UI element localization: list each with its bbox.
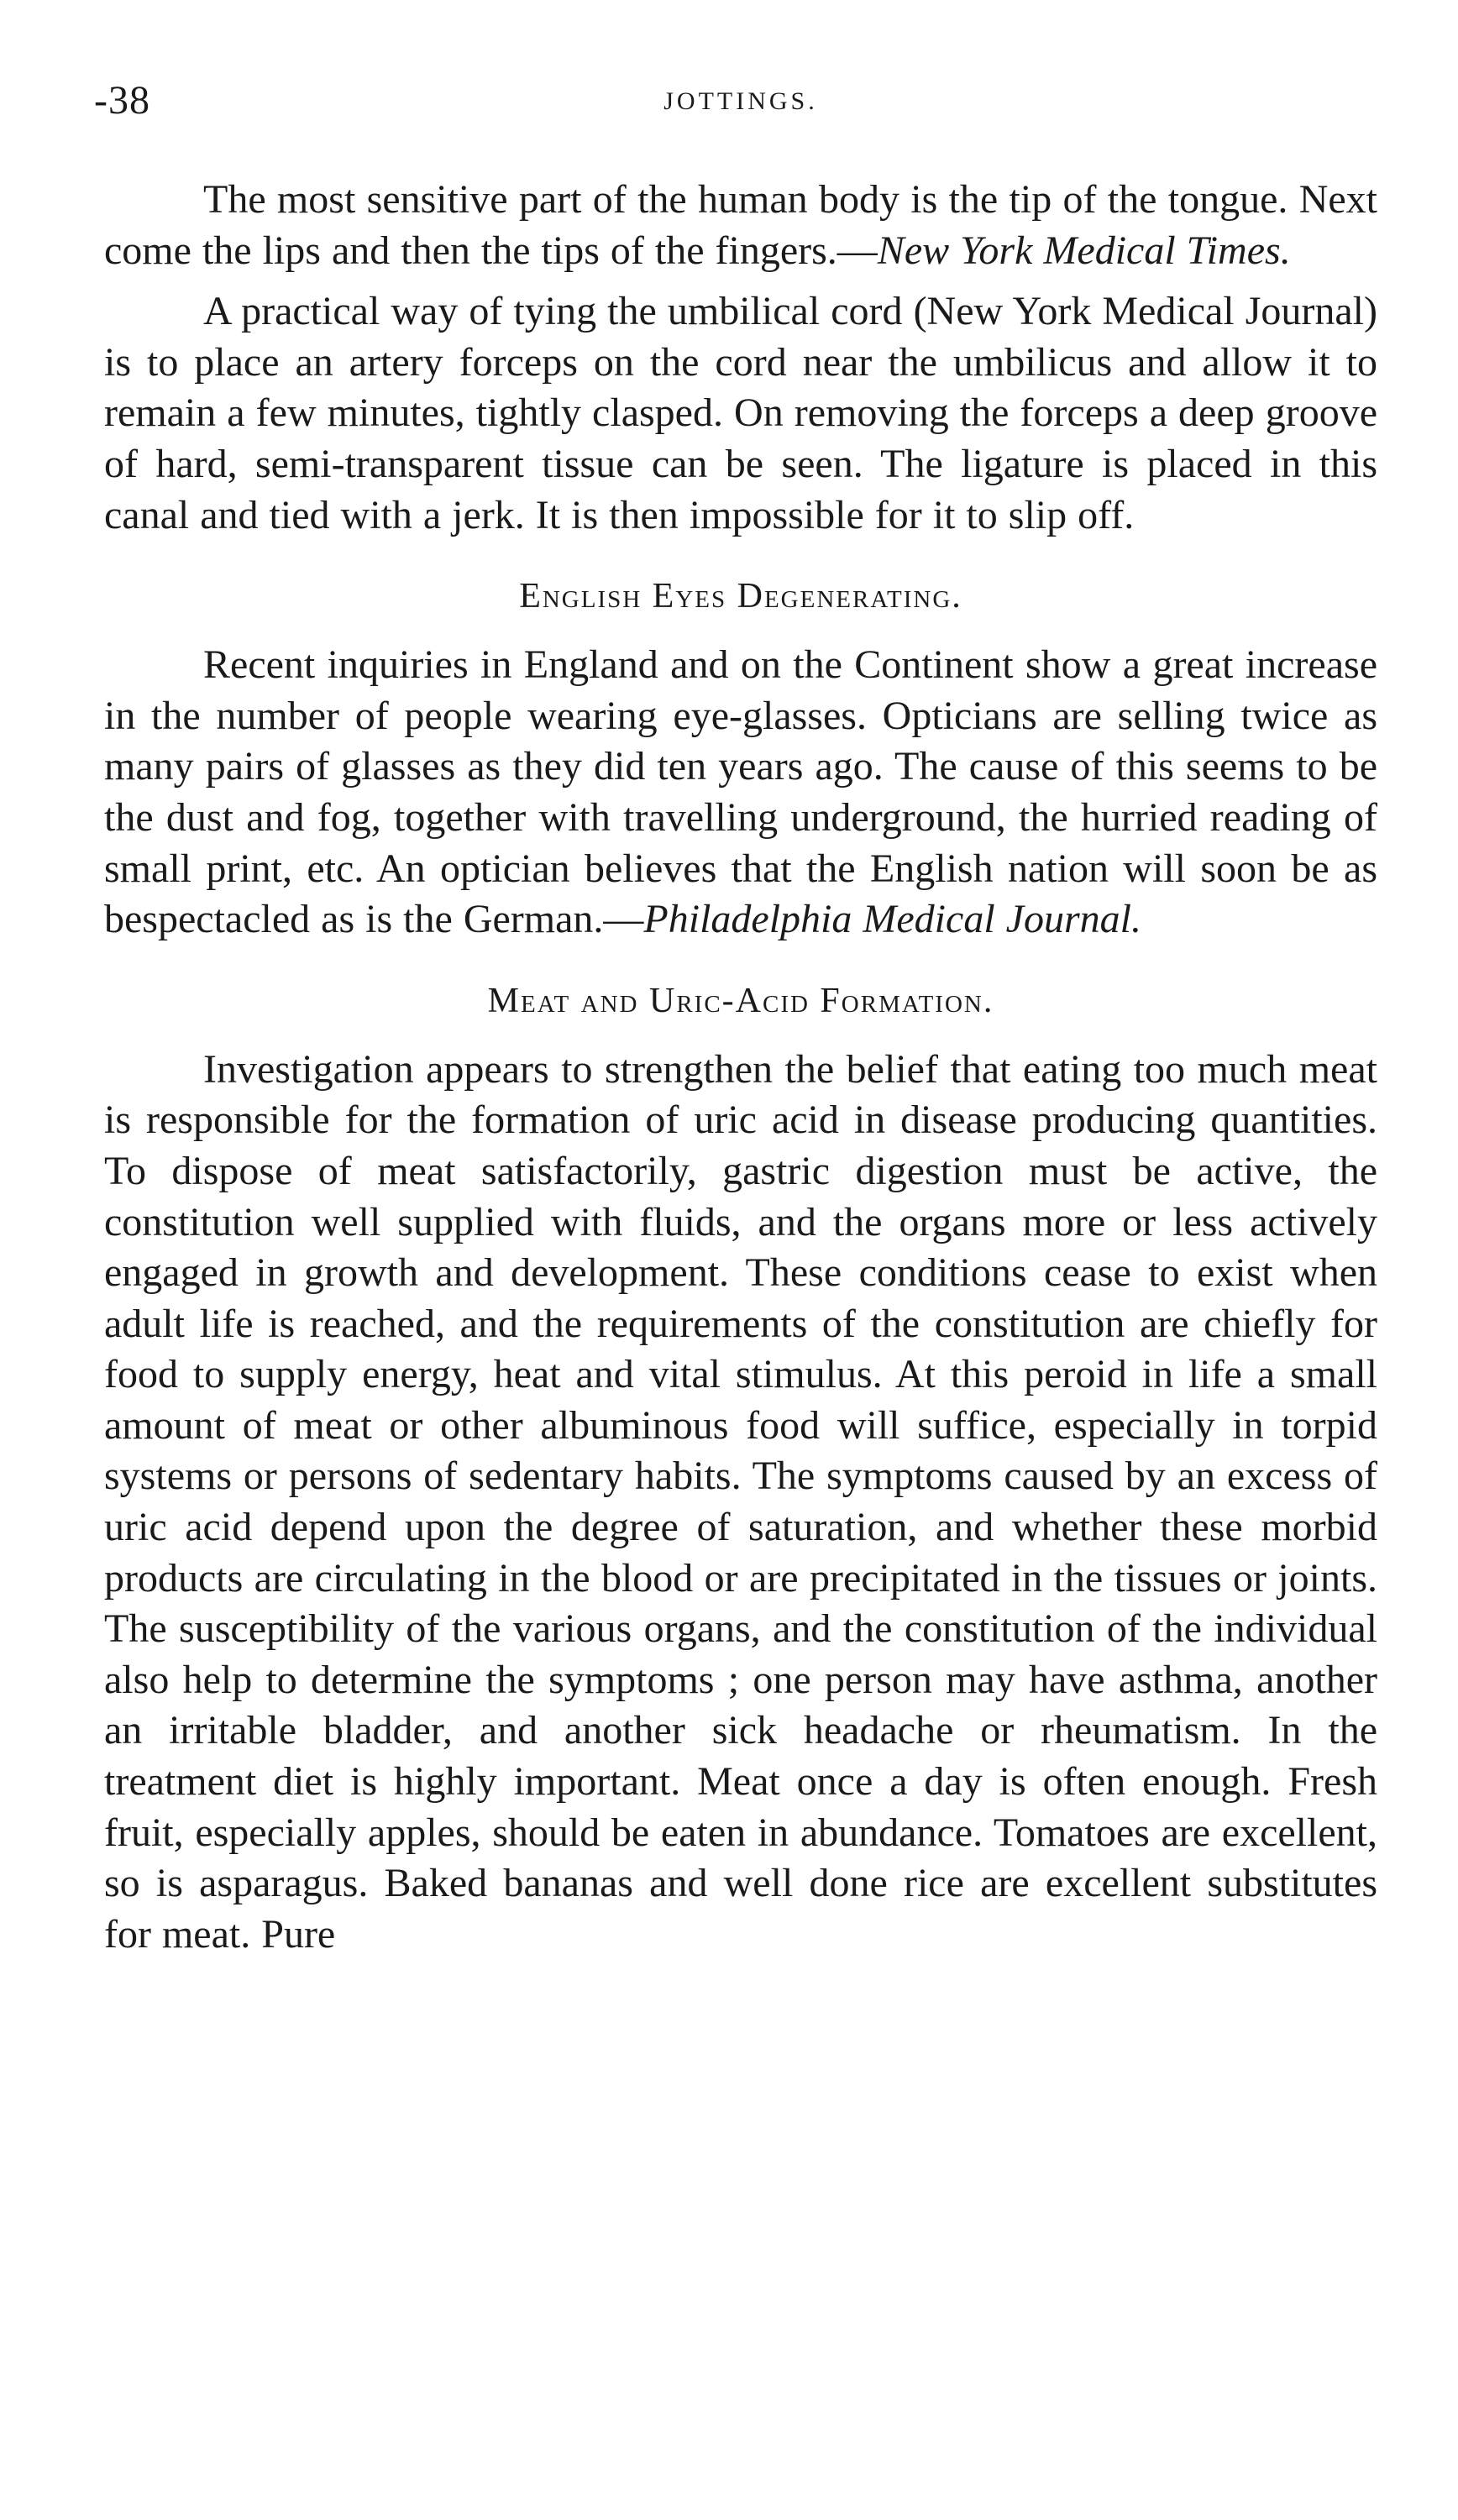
page-number: -38 xyxy=(94,78,150,123)
article-paragraph xyxy=(104,1045,1377,1961)
paragraph-text: The most sensitive part of the human body is the tip of the tongue. Next come the lips and then the tips of the fingers.— xyxy=(104,177,1377,273)
article-meat-uric-acid xyxy=(104,976,1377,1961)
source-citation: Philadelphia Medical Journal. xyxy=(643,897,1141,942)
paragraph-text: Investigation appears to strengthen the belief that eating too much meat is responsible for the formation of uric acid in disease producing quantities. To dispose of meat satisfactorily, gastric digestion must be active, the constitution well supplied with fluids, and the organs more or less actively engaged in growth and development. These conditions cease to exist when adult life is reached, and the requirements of the constitution are chiefly for food to supply energy, heat and vital stimulus. At this peroid in life a small amount of meat or other albuminous food will suffice, especially in torpid systems or persons of sedentary habits. The symptoms caused by an excess of uric acid depend upon the degree of saturation, and whether these morbid products are circulating in the blood or are precipitated in the tissues or joints. The susceptibility of the various organs, and the constitution of the individual also help to determine the symptoms ; one person may have asthma, another an irritable bladder, and another sick headache or rheumatism. In the treatment diet is highly important. Meat once a day is often enough. Fresh fruit, especially apples, should be eaten in abundance. Tomatoes are excellent, so is asparagus. Baked bananas and well done rice are excellent substitutes for meat. Pure xyxy=(104,1046,1377,1957)
section-heading: English Eyes Degenerating. xyxy=(519,577,962,616)
page-header xyxy=(94,77,1387,128)
source-citation: New York Medical Times. xyxy=(877,228,1291,273)
page-body xyxy=(104,175,1377,1960)
paragraph-text: A practical way of tying the umbilical cord (New York Medical Journal) is to place an artery forceps on the cord near the umbilicus and allow it to remain a few minutes, tightly clasped. On removing the forceps a deep groove of hard, semi-transparent tissue can be seen. The ligature is placed in this canal and tied with a jerk. It is then impossible for it to slip off. xyxy=(104,289,1377,537)
article-english-eyes xyxy=(104,571,1377,946)
section-heading: Meat and Uric-Acid Formation. xyxy=(487,981,994,1020)
jotting-paragraph xyxy=(104,286,1377,541)
running-head: JOTTINGS. xyxy=(663,87,818,115)
article-paragraph xyxy=(104,640,1377,946)
paragraph-text: Recent inquiries in England and on the Continent show a great increase in the number of people wearing eye-glasses. Opticians are selling twice as many pairs of glasses as they did ten years ago. The cause of this seems to be the dust and fog, together with travelling underground, the hurried reading of small print, etc. An optician believes that the English nation will soon be as bespectacled as is the German.— xyxy=(104,642,1377,942)
jotting-paragraph xyxy=(104,175,1377,276)
